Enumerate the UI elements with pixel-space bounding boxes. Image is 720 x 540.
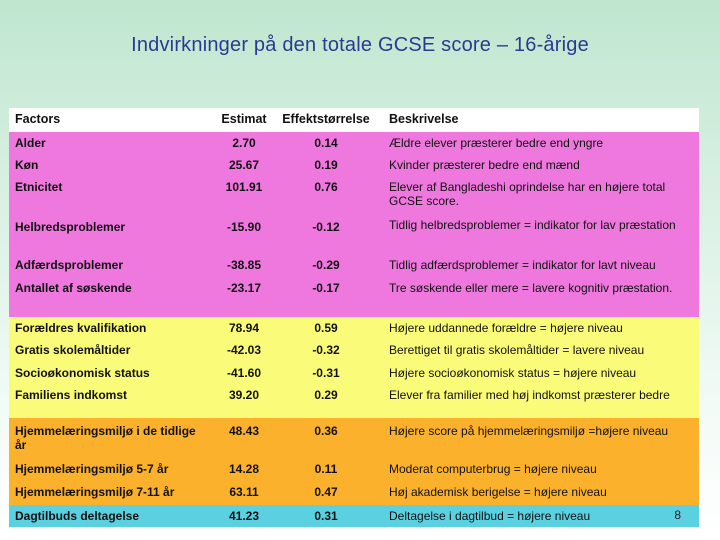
description-cell: Elever fra familier med høj indkomst præsterer bedre [389,388,670,402]
estimate-cell: 63.11 [229,485,259,499]
table-row [9,505,699,527]
estimate-cell: 25.67 [228,158,260,172]
factor-cell: Hjemmelæringsmiljø i de tidlige år [15,424,196,452]
effect-cell: 0.11 [314,462,338,476]
effect-cell: 0.19 [314,158,338,172]
table-row [9,384,699,418]
slide-title: Indvirkninger på den totale GCSE score – 16-årige [131,34,589,56]
description-cell: Ældre elever præsterer bedre end yngre [389,136,604,150]
header-estimate: Estimat [221,112,267,126]
description-cell: Højere score på hjemmelæringsmiljø =højere niveau [389,424,669,438]
header-effect-size: Effektstørrelse [282,112,370,126]
estimate-cell: 14.28 [228,462,260,476]
estimate-cell: -42.03 [226,343,262,357]
factor-cell: Hjemmelæringsmiljø 7-11 år [15,485,175,499]
table-row [9,132,699,154]
estimate-cell: 2.70 [232,136,256,150]
table-row [9,154,699,176]
table-row [9,362,699,384]
factor-cell: Hjemmelæringsmiljø 5-7 år [15,462,169,476]
table-row [9,214,699,254]
table-row [9,458,699,481]
estimate-cell: -15.90 [226,220,262,234]
effect-cell: 0.14 [314,136,338,150]
table-row [9,317,699,339]
description-cell: Elever af Bangladeshi oprindelse har en højere total GCSE score. [389,180,666,208]
table-row [9,277,699,317]
effect-cell: 0.31 [314,509,338,523]
description-cell: Deltagelse i dagtilbud = højere niveau [389,509,591,523]
factor-cell: Familiens indkomst [15,388,128,402]
estimate-cell: 48.43 [228,424,260,438]
header-description: Beskrivelse [389,112,459,126]
estimate-cell: -41.60 [226,366,262,380]
description-cell: Tre søskende eller mere = lavere kognitiv præstation. [389,281,673,295]
estimate-cell: 101.91 [225,180,263,194]
description-cell: Tidlig helbredsproblemer = indikator for lav præstation [389,218,676,232]
effect-cell: -0.29 [312,258,340,272]
table-header-row [9,108,699,132]
effect-cell: 0.76 [314,180,338,194]
factors-table [9,108,699,527]
table-row [9,481,699,505]
description-cell: Kvinder præsterer bedre end mænd [389,158,580,172]
estimate-cell: 41.23 [228,509,260,523]
page-number: 8 [674,508,681,522]
header-factors: Factors [15,112,61,126]
effect-cell: -0.17 [312,281,340,295]
table-row [9,176,699,214]
factor-cell: Socioøkonomisk status [15,366,150,380]
factor-cell: Forældres kvalifikation [15,321,147,335]
factor-cell: Dagtilbuds deltagelse [15,509,140,523]
effect-cell: 0.36 [314,424,338,438]
effect-cell: 0.29 [314,388,338,402]
effect-cell: -0.31 [312,366,340,380]
description-cell: Højere uddannede forældre = højere niveau [389,321,623,335]
effect-cell: -0.32 [312,343,340,357]
table-row [9,418,699,458]
description-cell: Højere socioøkonomisk status = højere niveau [389,366,637,380]
factor-cell: Gratis skolemåltider [15,343,131,357]
description-cell: Berettiget til gratis skolemåltider = lavere niveau [389,343,645,357]
factor-cell: Antallet af søskende [15,281,132,295]
table-row [9,339,699,362]
effect-cell: 0.59 [314,321,338,335]
factor-cell: Køn [15,158,39,172]
effect-cell: 0.47 [314,485,338,499]
description-cell: Høj akademisk berigelse = højere niveau [389,485,607,499]
factor-cell: Alder [15,136,46,150]
description-cell: Tidlig adfærdsproblemer = indikator for lavt niveau [389,258,656,272]
description-cell: Moderat computerbrug = højere niveau [389,462,597,476]
estimate-cell: 78.94 [228,321,260,335]
table-row [9,254,699,277]
estimate-cell: -38.85 [226,258,262,272]
factor-cell: Adfærdsproblemer [15,258,124,272]
estimate-cell: -23.17 [226,281,262,295]
factor-cell: Etnicitet [15,180,63,194]
effect-cell: -0.12 [312,220,340,234]
estimate-cell: 39.20 [228,388,260,402]
factor-cell: Helbredsproblemer [15,220,126,234]
